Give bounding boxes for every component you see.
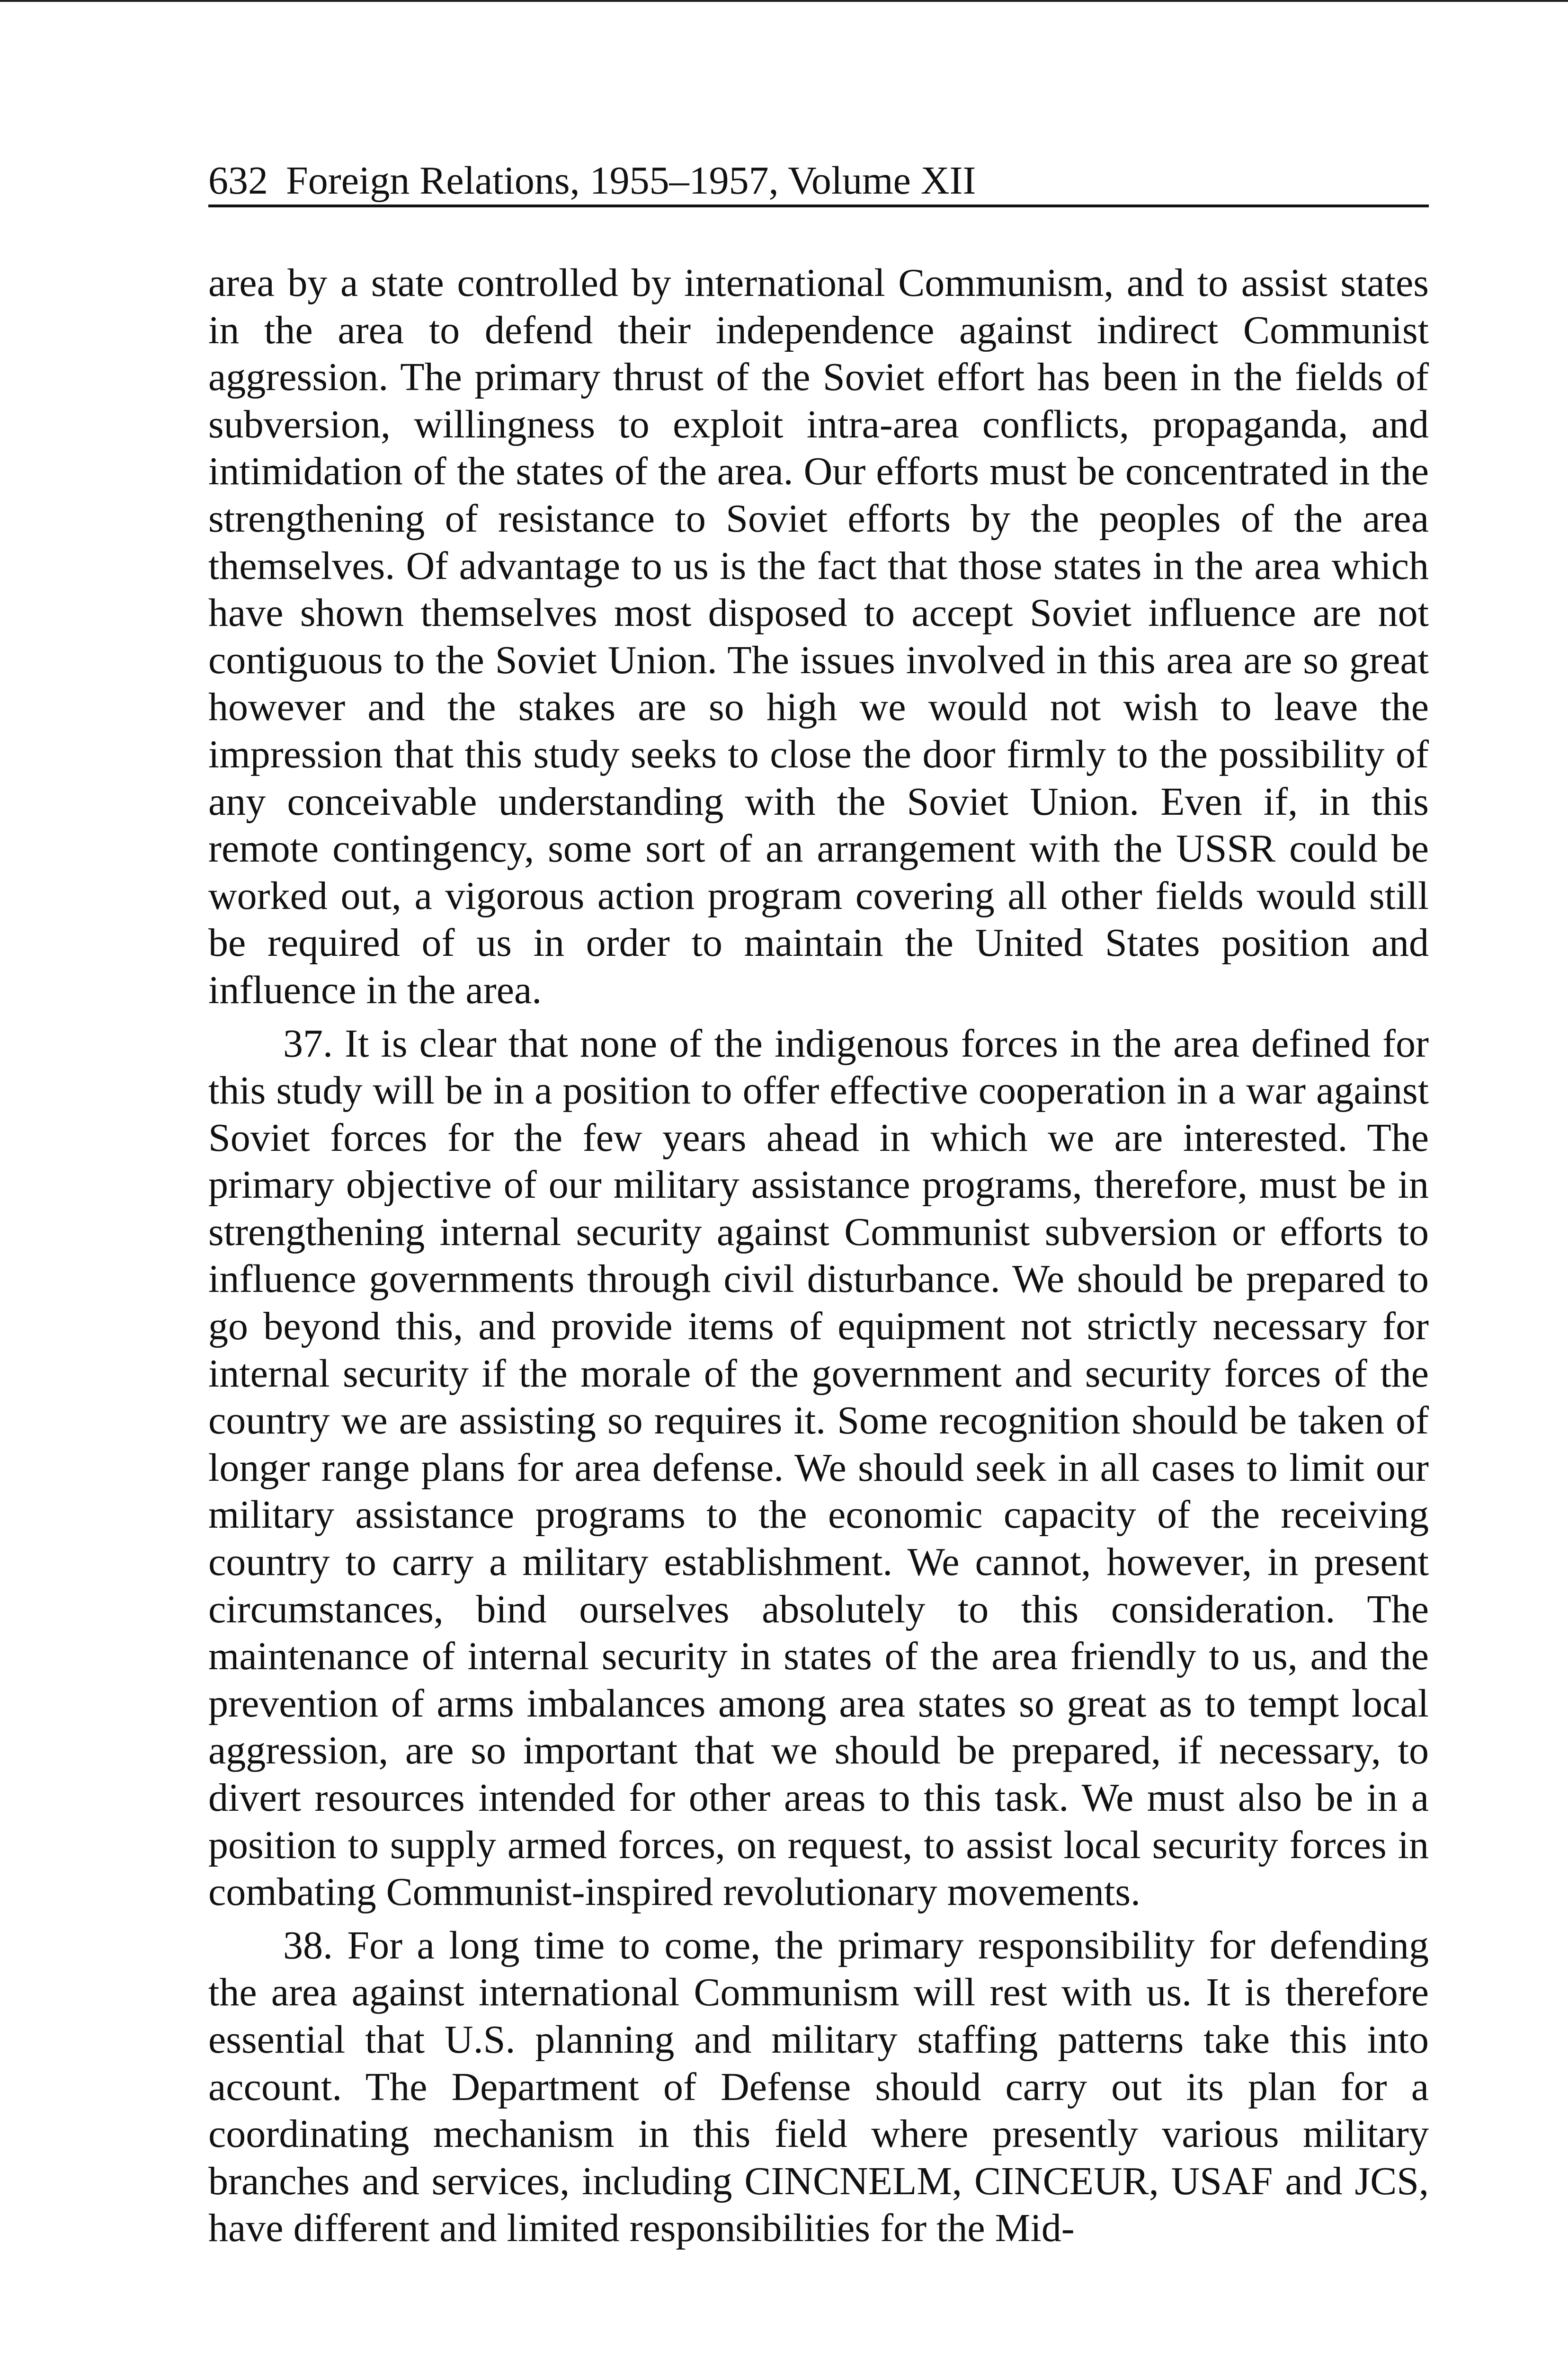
paragraph-continued: area by a state controlled by international Communism, and to assist states in the area to defend their independence against indirect Communist aggression. The primary thrust of the Soviet effort has been in the fields of subversion, willingness to exploit intra-area conflicts, propaganda, and intimidation of the states of the area. Our efforts must be concentrated in the strengthening of resistance to Soviet efforts by the peoples of the area themselves. Of advantage to us is the fact that those states in the area which have shown themselves most disposed to accept Soviet influence are not contiguous to the Soviet Union. The issues involved in this area are so great however and the stakes are so high we would not wish to leave the impression that this study seeks to close the door firmly to the possibility of any conceivable understanding with the Soviet Union. Even if, in this remote contingency, some sort of an arrangement with the USSR could be worked out, a vigorous action program covering all other fields would still be required of us in order to maintain the United States position and influence in the area.	[208, 261, 1429, 1012]
paragraph-38: 38. For a long time to come, the primary responsibility for defending the area against international Communism will rest with us. It is therefore essential that U.S. planning and military staffing patterns take this into account. The Department of Defense should carry out its plan for a coordinating mechanism in this field where presently various military branches and services, including CINCNELM, CINCEUR, USAF and JCS, have different and limited responsibilities for the Mid-	[208, 1923, 1429, 2251]
running-header	[208, 157, 1429, 207]
body-text	[208, 259, 1429, 2252]
page-number: 632	[208, 159, 268, 203]
running-title: Foreign Relations, 1955–1957, Volume XII	[286, 159, 976, 203]
paragraph-37: 37. It is clear that none of the indigenous forces in the area defined for this study will be in a position to offer effective cooperation in a war against Soviet forces for the few years ahead in which we are interested. The primary objective of our military assistance programs, therefore, must be in strengthening internal security against Communist subversion or efforts to influence governments through civil disturbance. We should be prepared to go beyond this, and provide items of equipment not strictly necessary for internal security if the morale of the government and security forces of the country we are assisting so requires it. Some recognition should be taken of longer range plans for area defense. We should seek in all cases to limit our military assistance programs to the economic capacity of the receiving country to carry a military establishment. We cannot, however, in present circumstances, bind ourselves absolutely to this consideration. The maintenance of internal security in states of the area friendly to us, and the prevention of arms imbalances among area states so great as to tempt local aggression, are so important that we should be prepared, if necessary, to divert resources intended for other areas to this task. We must also be in a position to supply armed forces, on request, to assist local security forces in combating Communist-inspired revolutionary movements.	[208, 1021, 1429, 1914]
top-border-rule	[0, 0, 1568, 2]
